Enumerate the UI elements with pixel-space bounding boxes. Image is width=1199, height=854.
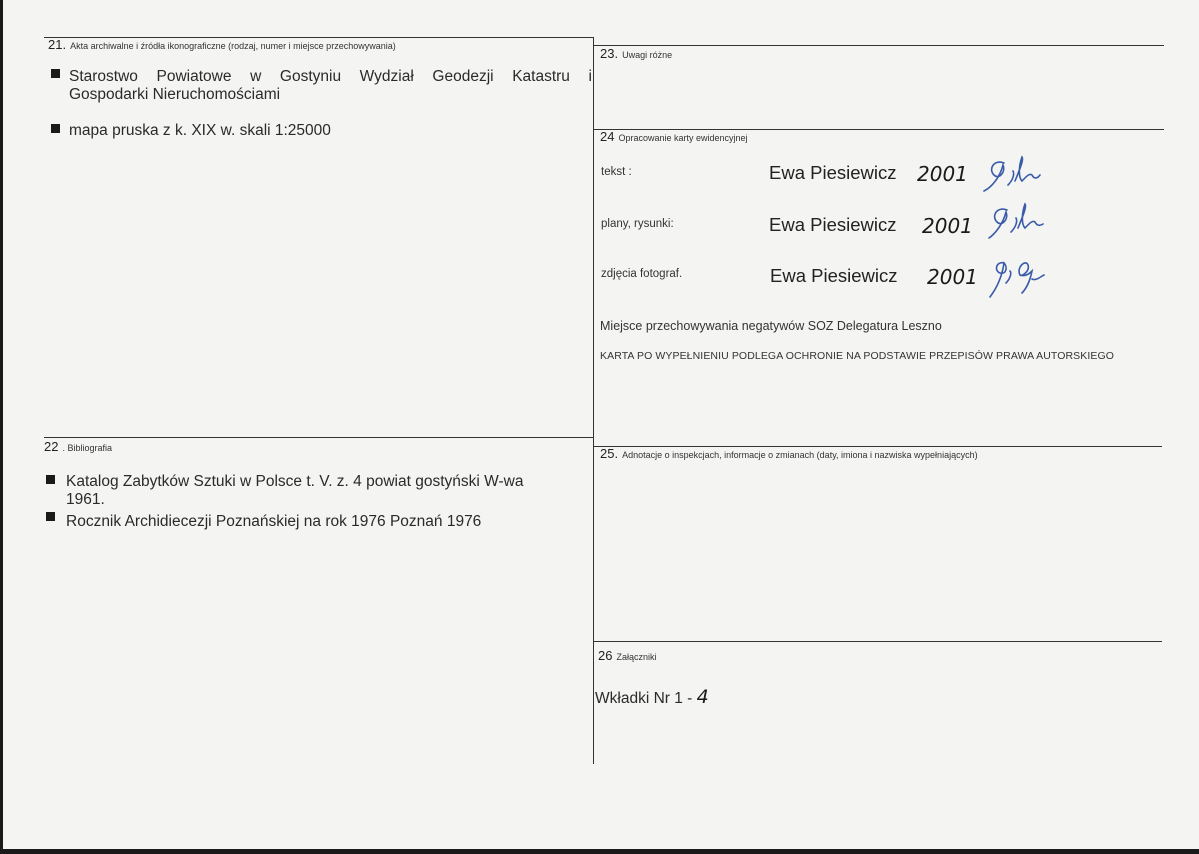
section-26-header: [598, 648, 656, 663]
section-23-caption: Uwagi różne: [622, 50, 673, 60]
row-text-author: Ewa Piesiewicz: [769, 162, 897, 183]
bibliography-item-1-line-2: 1961.: [66, 491, 105, 508]
section-24-header: [600, 129, 748, 144]
section-26-caption: Załączniki: [616, 652, 657, 662]
archive-item-2: mapa pruska z k. XIX w. skali 1:25000: [69, 122, 331, 139]
bullet-icon: [46, 475, 55, 484]
archive-item-1-line-1: Starostwo Powiatowe w Gostyniu Wydział Geodezji Katastru i: [69, 68, 592, 85]
row-plans-author: Ewa Piesiewicz: [769, 214, 897, 235]
copyright-notice: KARTA PO WYPEŁNIENIU PODLEGA OCHRONIE NA PODSTAWIE PRZEPISÓW PRAWA AUTORSKIEGO: [600, 350, 1115, 362]
section-26-number: 26: [598, 648, 613, 663]
section-25-number: 25.: [600, 446, 619, 461]
section-22-number: 22: [44, 439, 59, 454]
section-25-header: [600, 446, 978, 461]
rule-26-top: [594, 641, 1162, 642]
row-photos-label: zdjęcia fotograf.: [601, 268, 683, 280]
section-21-header: [48, 37, 396, 52]
row-plans-label: plany, rysunki:: [601, 218, 674, 230]
row-photos-year: 2001: [927, 265, 978, 289]
bullet-icon: [51, 124, 60, 133]
section-25-caption: Adnotacje o inspekcjach, informacje o zmianach (daty, imiona i nazwiska wypełniających): [622, 450, 978, 460]
section-24-number: 24: [600, 129, 615, 144]
signature-3: [986, 253, 1048, 301]
row-plans-year: 2001: [922, 214, 973, 238]
attachments-handwritten-count: 4: [696, 686, 709, 708]
bullet-icon: [46, 512, 55, 521]
rule-center-vertical: [593, 37, 594, 764]
signature-2: [985, 202, 1047, 242]
bullet-icon: [51, 69, 60, 78]
signature-1: [982, 155, 1044, 195]
section-23-number: 23.: [600, 46, 619, 61]
attachments-label: Wkładki Nr 1 -: [595, 690, 693, 707]
page-edge-left: [0, 0, 3, 854]
section-22-header: [44, 439, 112, 454]
row-text-label: tekst :: [601, 166, 632, 178]
archive-item-1-line-2: Gospodarki Nieruchomościami: [69, 86, 281, 103]
attachments-text: [595, 688, 709, 708]
bibliography-item-2: Rocznik Archidiecezji Poznańskiej na rok 1976 Poznań 1976: [66, 513, 482, 530]
section-23-header: [600, 46, 672, 61]
bibliography-item-1-line-1: Katalog Zabytków Sztuki w Polsce t. V. z. 4 powiat gostyński W-wa: [66, 473, 524, 490]
row-photos-author: Ewa Piesiewicz: [770, 265, 898, 286]
section-24-caption: Opracowanie karty ewidencyjnej: [618, 133, 748, 143]
section-22-caption: . Bibliografia: [62, 443, 112, 453]
section-21-number: 21.: [48, 37, 67, 52]
page-edge-bottom: [0, 849, 1199, 854]
negatives-location: Miejsce przechowywania negatywów SOZ Delegatura Leszno: [600, 319, 942, 333]
row-text-year: 2001: [917, 162, 968, 186]
rule-22-top: [44, 437, 594, 438]
rule-top-right: [594, 45, 1164, 46]
section-21-caption: Akta archiwalne i źródła ikonograficzne (rodzaj, numer i miejsce przechowywania): [70, 41, 396, 51]
